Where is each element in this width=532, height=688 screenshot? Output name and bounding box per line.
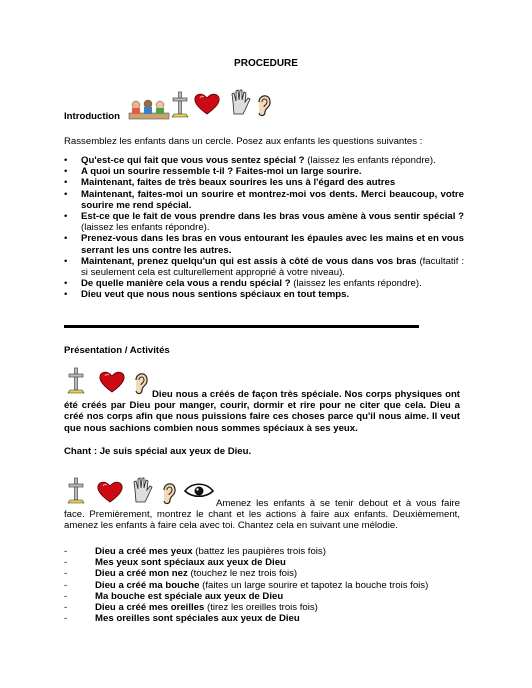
list-item: - Mes oreilles sont spéciales aux yeux de Dieu (64, 613, 464, 624)
list-item: • Dieu veut que nous nous sentions spéciaux en tout temps. (64, 289, 464, 300)
list-item: • A quoi un sourire ressemble t-il ? Faites-moi un large sourire. (64, 166, 464, 177)
list-item: - Dieu a créé mes yeux (battez les paupières trois fois) (64, 546, 464, 557)
page-title: PROCEDURE (234, 58, 298, 69)
paragraph-creation: Dieu nous a créés de façon très spéciale. Nos corps physiques ont été créés par Dieu pour manger, courir, dormir et rire pour ne citer que cela. Dieu a créé nos corps afin que nous puissions faire ces choses parce qu'il nous aime. Il veut que nous sachions combien nous sommes spéciaux à ses yeux. (64, 389, 460, 434)
song-heading: Chant : Je suis spécial aux yeux de Dieu. (64, 446, 252, 457)
intro-text: Rassemblez les enfants dans un cercle. Posez aux enfants les questions suivantes : (64, 136, 423, 147)
list-item: • Maintenant, prenez quelqu'un qui est assis à côté de vous dans vos bras (facultatif : si seulement cela est culturellement approprié à votre niveau). (64, 256, 464, 278)
question-list (64, 155, 464, 301)
heart-icon (193, 92, 221, 119)
list-item: - Mes yeux sont spéciaux aux yeux de Dieu (64, 557, 464, 568)
list-item: - Dieu a créé ma bouche (faites un large sourire et tapotez la bouche trois fois) (64, 580, 464, 591)
paragraph-instructions: Amenez les enfants à se tenir debout et à vous faire face. Premièrement, montrez le chant et les actions à faire aux enfants. Deuxièmement, amenez les enfants à faire cela avec toi. Chantez cela en suivant une mélodie. (64, 498, 460, 532)
list-item: - Dieu a créé mes oreilles (tirez les oreilles trois fois) (64, 602, 464, 613)
intro-heading: Introduction (64, 111, 120, 122)
cross-icon (170, 90, 190, 123)
list-item: • Qu'est-ce qui fait que vous vous sentez spécial ? (laissez les enfants répondre). (64, 155, 464, 166)
song-lines (64, 546, 464, 624)
list-item: • Prenez-vous dans les bras en vous entourant les épaules avec les mains et en vous serrant les uns contre les autres. (64, 233, 464, 255)
ear-icon (255, 92, 273, 121)
hand-icon (229, 88, 251, 119)
section-heading: Présentation / Activités (64, 345, 170, 356)
section-divider (64, 325, 419, 328)
list-item: - Dieu a créé mon nez (touchez le nez trois fois) (64, 568, 464, 579)
list-item: - Ma bouche est spéciale aux yeux de Dieu (64, 591, 464, 602)
list-item: • Est-ce que le fait de vous prendre dans les bras vous amène à vous sentir spécial ? (laissez les enfants répondre). (64, 211, 464, 233)
list-item: • Maintenant, faites de très beaux sourires les uns à l'égard des autres (64, 177, 464, 188)
list-item: • De quelle manière cela vous a rendu spécial ? (laissez les enfants répondre). (64, 278, 464, 289)
children-icon (128, 98, 170, 123)
list-item: • Maintenant, faites-moi un sourire et montrez-moi vos dents. Merci beaucoup, votre sourire me rend spécial. (64, 189, 464, 211)
